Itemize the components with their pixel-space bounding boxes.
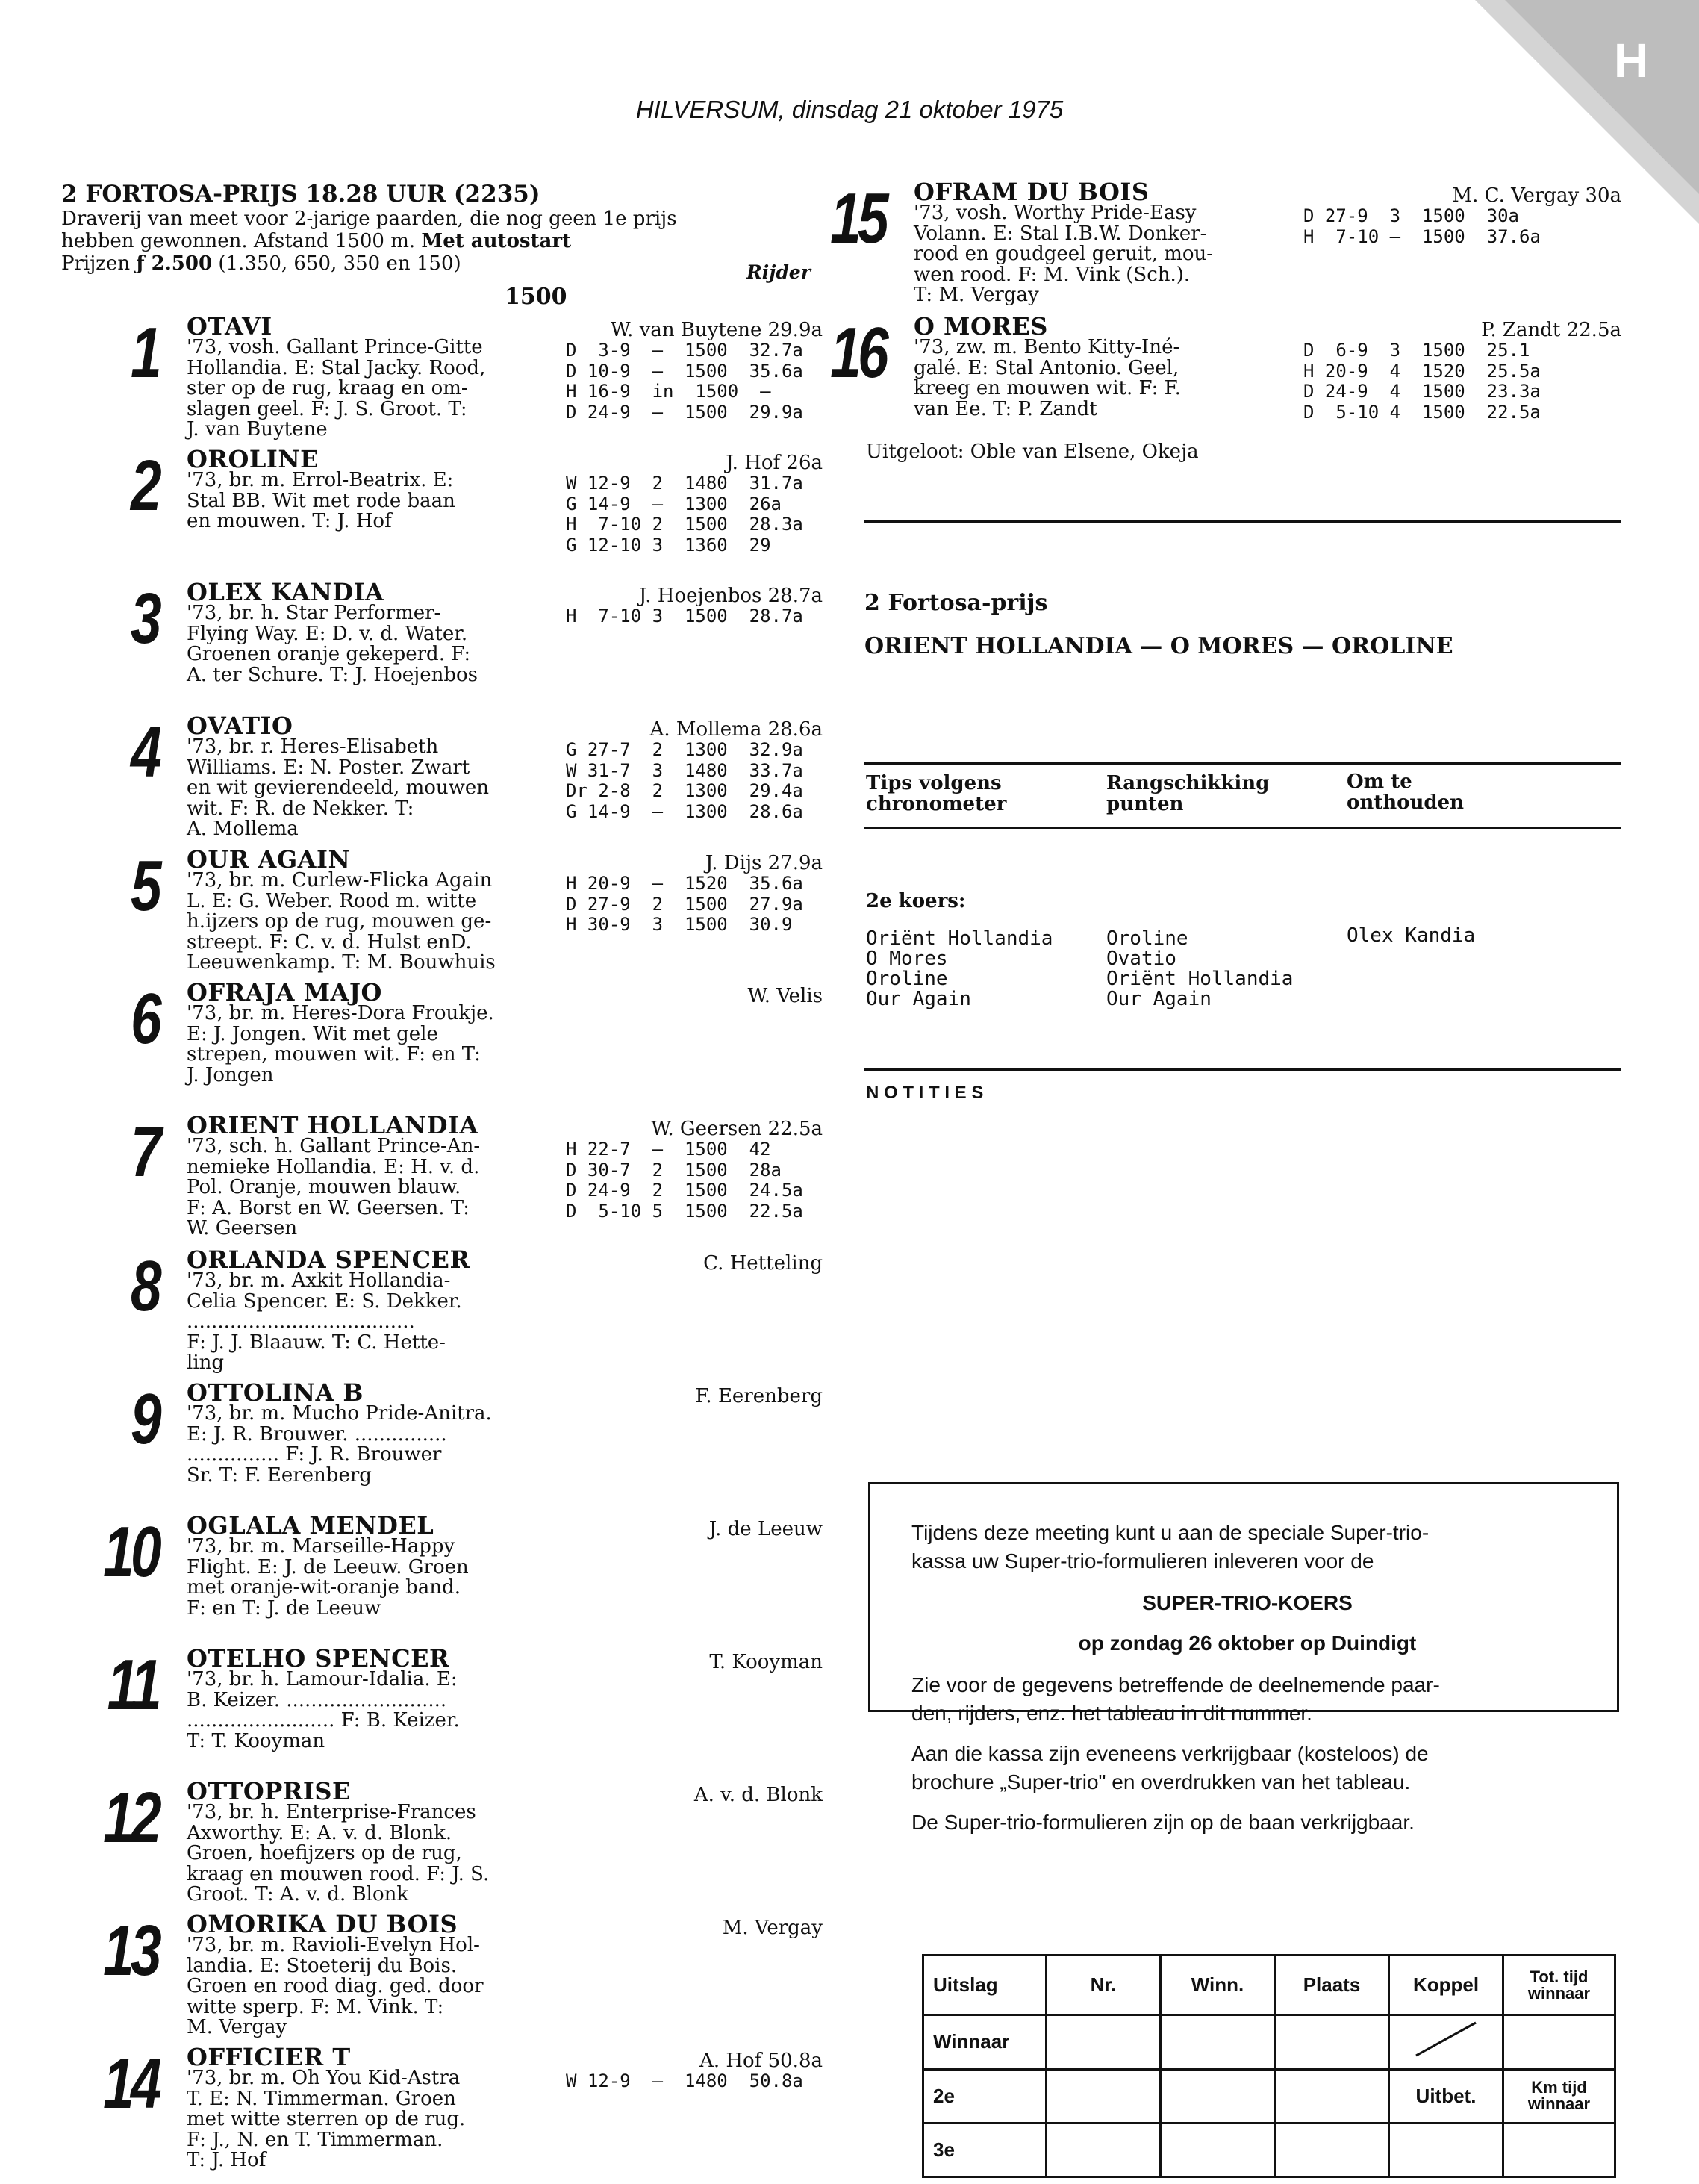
desc-line: E: J. R. Brouwer. ............... — [187, 1422, 447, 1446]
desc-line: h.ijzers op de rug, mouwen ge- — [187, 910, 492, 933]
performance-line: H 7-10 3 1500 28.7a — [566, 606, 803, 626]
desc-line: '73, br. m. Heres-Dora Froukje. — [187, 1002, 494, 1024]
tip-item: Olex Kandia — [1347, 924, 1476, 947]
result-cell[interactable] — [1161, 2123, 1275, 2177]
desc-line: '73, zw. m. Bento Kitty-Iné- — [914, 336, 1180, 358]
performance-line: H 22-7 — 1500 42 — [566, 1139, 771, 1160]
performance-line: W 12-9 2 1480 31.7a — [566, 473, 803, 494]
performance-list — [566, 606, 803, 627]
desc-line: Axworthy. E: A. v. d. Blonk. — [187, 1821, 452, 1844]
performance-list — [566, 740, 803, 822]
entry-number: 15 — [830, 178, 885, 258]
horse-name: OTTOPRISE — [187, 1777, 351, 1805]
horse-name: OLEX KANDIA — [187, 578, 384, 606]
performance-line: W 31-7 3 1480 33.7a — [566, 759, 803, 781]
result-row-3e: 3e — [923, 2123, 1047, 2177]
horse-name: ORLANDA SPENCER — [187, 1245, 470, 1274]
desc-line: landia. E: Stoeterij du Bois. — [187, 1954, 458, 1977]
jockey: W. van Buytene 29.9a — [610, 319, 823, 341]
performance-list — [566, 2071, 803, 2092]
desc-line: '73, br. r. Heres-Elisabeth — [187, 735, 439, 758]
desc-line: Celia Spencer. E: S. Dekker. — [187, 1289, 462, 1313]
jockey: W. Geersen 22.5a — [651, 1118, 823, 1140]
performance-line: H 16-9 in 1500 — — [566, 381, 771, 402]
desc-line: J. Jongen — [187, 1063, 274, 1086]
horse-name: OTELHO SPENCER — [187, 1644, 450, 1673]
result-header-nr: Nr. — [1047, 1956, 1161, 2015]
performance-line: D 24-9 2 1500 24.5a — [566, 1180, 803, 1201]
performance-line: H 7-10 2 1500 28.3a — [566, 514, 803, 535]
jockey: T. Kooyman — [709, 1651, 823, 1673]
desc-line: Pol. Oranje, mouwen blauw. — [187, 1176, 461, 1198]
desc-line: T. E: N. Timmerman. Groen — [187, 2087, 456, 2110]
horse-description — [187, 1004, 560, 1086]
page-header: HILVERSUM, dinsdag 21 oktober 1975 — [635, 96, 1064, 123]
jockey: J. Dijs 27.9a — [705, 852, 823, 874]
performance-line: G 14-9 — 1300 28.6a — [566, 800, 803, 822]
entry-number: 13 — [103, 1911, 158, 1991]
horse-description — [187, 1404, 560, 1486]
desc-line: '73, br. m. Oh You Kid-Astra — [187, 2067, 461, 2089]
result-table — [922, 1954, 1616, 2178]
desc-line: L. E: G. Weber. Rood m. witte — [187, 889, 477, 912]
performance-list — [566, 874, 803, 936]
performance-list — [1303, 340, 1541, 423]
horse-description — [187, 1136, 560, 1239]
horse-description — [187, 470, 560, 532]
notice-bold2: op zondag 26 oktober op Duindigt — [1078, 1631, 1417, 1655]
jockey: P. Zandt 22.5a — [1481, 319, 1621, 341]
result-cell[interactable] — [1275, 2015, 1389, 2069]
horse-name: OTTOLINA B — [187, 1378, 364, 1407]
result-cell[interactable] — [1275, 2123, 1389, 2177]
performance-line: G 12-10 3 1360 29 — [566, 534, 771, 556]
entry-number: 12 — [103, 1778, 158, 1858]
desc-line: '73, br. h. Star Performer- — [187, 602, 441, 624]
tips-line — [864, 827, 1621, 829]
horse-name: OFFICIER T — [187, 2043, 351, 2071]
performance-list — [566, 473, 803, 556]
desc-line: Groenen oranje gekeperd. F: — [187, 643, 471, 665]
performance-line: D 5-10 5 1500 22.5a — [566, 1200, 803, 1222]
distance: 1500 — [505, 284, 567, 310]
uitgeloot: Uitgeloot: Oble van Elsene, Okeja — [866, 441, 1199, 463]
desc-line: F: J. J. Blaauw. T: C. Hette- — [187, 1331, 446, 1354]
tip-item: Oroline — [866, 968, 948, 990]
desc-line: A. Mollema — [187, 818, 299, 840]
notice-p3a: Aan die kassa zijn eveneens verkrijgbaar (kosteloos) de — [911, 1742, 1429, 1765]
jockey: A. Mollema 28.6a — [649, 718, 823, 741]
desc-line: met oranje-wit-oranje band. — [187, 1576, 461, 1599]
result-uitbet-label: Uitbet. — [1389, 2069, 1503, 2123]
desc-line: Stal BB. Wit met rode baan — [187, 489, 455, 512]
performance-line: D 10-9 — 1500 35.6a — [566, 360, 803, 382]
horse-name: O MORES — [914, 312, 1048, 340]
divider-1 — [864, 520, 1621, 523]
tip-item: Oriënt Hollandia — [866, 927, 1053, 950]
entry-number: 1 — [131, 313, 158, 393]
result-cell[interactable] — [1047, 2069, 1161, 2123]
jockey: J. de Leeuw — [708, 1518, 823, 1540]
horse-name: OFRAJA MAJO — [187, 978, 382, 1007]
desc-line: ling — [187, 1351, 225, 1374]
tips-race-label: 2e koers: — [866, 890, 966, 912]
desc-line: T: M. Vergay — [914, 284, 1039, 306]
desc-line: '73, br. h. Lamour-Idalia. E: — [187, 1668, 458, 1690]
horse-name: OGLALA MENDEL — [187, 1511, 434, 1540]
horse-description — [187, 1537, 560, 1619]
jockey: M. Vergay — [722, 1917, 823, 1939]
desc-line: strepen, mouwen wit. F: en T: — [187, 1043, 481, 1065]
desc-line: M. Vergay — [187, 2016, 287, 2038]
performance-line: D 5-10 4 1500 22.5a — [1303, 401, 1541, 423]
notice-p2a: Zie voor de gegevens betreffende de deelnemende paar- — [911, 1673, 1440, 1696]
desc-line: galé. E: Stal Antonio. Geel, — [914, 356, 1179, 379]
forecast-picks: ORIENT HOLLANDIA — O MORES — OROLINE — [864, 633, 1453, 659]
horse-description — [187, 2068, 560, 2171]
race-start-type: Met autostart — [421, 230, 572, 252]
tip-item: Our Again — [866, 988, 971, 1010]
entry-number: 16 — [830, 313, 885, 393]
desc-line: '73, br. m. Errol-Beatrix. E: — [187, 469, 454, 491]
performance-line: H 20-9 4 1520 25.5a — [1303, 360, 1541, 382]
desc-line: Flying Way. E: D. v. d. Water. — [187, 622, 468, 645]
entry-number: 11 — [107, 1645, 158, 1725]
performance-list — [566, 1139, 803, 1222]
horse-name: OUR AGAIN — [187, 845, 351, 874]
notice-p2b: den, rijders, enz. het tableau in dit nummer. — [911, 1702, 1312, 1725]
notities-heading: N O T I T I E S — [866, 1083, 984, 1103]
race-header — [61, 181, 823, 275]
desc-line: J. van Buytene — [187, 418, 328, 441]
jockey: J. Hoejenbos 28.7a — [638, 585, 823, 607]
desc-line: met witte sterren op de rug. — [187, 2108, 466, 2130]
desc-line: van Ee. T: P. Zandt — [914, 397, 1097, 420]
tip-item: Our Again — [1106, 988, 1212, 1010]
horse-name: OTAVI — [187, 312, 272, 340]
performance-line: H 20-9 — 1520 35.6a — [566, 873, 803, 894]
desc-line: slagen geel. F: J. S. Groot. T: — [187, 397, 467, 420]
divider-3 — [864, 1068, 1621, 1071]
jockey: F. Eerenberg — [695, 1385, 823, 1407]
result-header-winn: Winn. — [1161, 1956, 1275, 2015]
performance-line: D 24-9 — 1500 29.9a — [566, 401, 803, 423]
desc-line: Hollandia. E: Stal Jacky. Rood, — [187, 356, 486, 379]
desc-line: F: J., N. en T. Timmerman. — [187, 2128, 443, 2151]
horse-name: OMORIKA DU BOIS — [187, 1910, 458, 1938]
result-row-2e: 2e — [923, 2069, 1047, 2123]
entry-number: 10 — [103, 1512, 158, 1592]
desc-line: ..................................... — [187, 1310, 415, 1333]
prize-total: ƒ 2.500 — [136, 252, 213, 275]
result-cell[interactable] — [1161, 2015, 1275, 2069]
performance-line: W 12-9 — 1480 50.8a — [566, 2071, 803, 2091]
result-cell[interactable] — [1503, 2015, 1615, 2069]
horse-name: OFRAM DU BOIS — [914, 178, 1150, 206]
horse-description — [187, 1802, 560, 1905]
tip-item: Ovatio — [1106, 948, 1176, 970]
horse-description — [187, 1935, 560, 2038]
performance-line: D 27-9 3 1500 30a — [1303, 205, 1519, 226]
performance-line: D 3-9 — 1500 32.7a — [566, 340, 803, 361]
desc-line: Volann. E: Stal I.B.W. Donker- — [914, 222, 1207, 245]
result-row-winnaar: Winnaar — [923, 2015, 1047, 2069]
desc-line: streept. F: C. v. d. Hulst enD. — [187, 930, 472, 953]
result-cell[interactable] — [1275, 2069, 1389, 2123]
horse-description — [187, 1670, 560, 1752]
desc-line: rood en goudgeel geruit, mou- — [914, 243, 1214, 265]
result-header-uitslag: Uitslag — [923, 1956, 1047, 2015]
horse-name: ORIENT HOLLANDIA — [187, 1111, 478, 1139]
result-header-plaats: Plaats — [1275, 1956, 1389, 2015]
desc-line: ........................ F: B. Keizer. — [187, 1709, 460, 1732]
desc-line: '73, br. m. Marseille-Happy — [187, 1535, 455, 1558]
performance-line: G 14-9 — 1300 26a — [566, 493, 782, 514]
tip-item: Oroline — [1106, 927, 1188, 950]
tip-item: O Mores — [866, 948, 948, 970]
jockey: C. Hetteling — [703, 1252, 823, 1275]
desc-line: Williams. E: N. Poster. Zwart — [187, 756, 470, 779]
notice-bold1: SUPER-TRIO-KOERS — [1142, 1591, 1353, 1614]
desc-line: witte sperp. F: M. Vink. T: — [187, 1995, 444, 2018]
notice-p3b: brochure „Super-trio" en overdrukken van het tableau. — [911, 1770, 1411, 1793]
divider-2 — [864, 762, 1621, 765]
horse-description — [914, 203, 1287, 306]
desc-line: '73, vosh. Worthy Pride-Easy — [914, 202, 1197, 224]
notice-p4: De Super-trio-formulieren zijn op de baan verkrijgbaar. — [911, 1811, 1415, 1834]
desc-line: W. Geersen — [187, 1217, 298, 1239]
entry-number: 4 — [131, 712, 158, 792]
desc-line: '73, br. m. Ravioli-Evelyn Hol- — [187, 1934, 480, 1956]
horse-description — [187, 871, 560, 974]
performance-line: Dr 2-8 2 1300 29.4a — [566, 780, 803, 801]
desc-line: '73, vosh. Gallant Prince-Gitte — [187, 336, 483, 358]
race-conditions-2: hebben gewonnen. Afstand 1500 m. — [61, 230, 416, 252]
entry-number: 6 — [131, 979, 158, 1059]
race-title: 2 FORTOSA-PRIJS 18.28 UUR — [61, 181, 446, 208]
desc-line: '73, br. m. Axkit Hollandia- — [187, 1269, 451, 1292]
performance-line: D 27-9 2 1500 27.9a — [566, 893, 803, 915]
horse-description — [914, 337, 1287, 420]
entry-number: 9 — [131, 1379, 158, 1459]
performance-line: D 30-7 2 1500 28a — [566, 1159, 782, 1180]
jockey: A. Hof 50.8a — [699, 2050, 823, 2072]
desc-line: wen rood. F: M. Vink (Sch.). — [914, 263, 1191, 286]
entry-number: 8 — [131, 1246, 158, 1326]
horse-description — [187, 603, 560, 685]
desc-line: en wit gevierendeeld, mouwen — [187, 777, 490, 799]
desc-line: Groot. T: A. v. d. Blonk — [187, 1883, 409, 1905]
desc-line: B. Keizer. .......................... — [187, 1688, 447, 1711]
tips-punten-list — [1106, 929, 1293, 1009]
notice-p1b: kassa uw Super-trio-formulieren inleveren voor de — [911, 1549, 1374, 1572]
tips-col-chrono-header: Tips volgens chronometer — [866, 772, 1007, 815]
horse-name: OROLINE — [187, 445, 319, 473]
performance-line: D 24-9 4 1500 23.3a — [1303, 381, 1541, 402]
desc-line: kraag en mouwen rood. F: J. S. — [187, 1862, 490, 1885]
jockey: M. C. Vergay 30a — [1452, 184, 1621, 207]
notice-p1a: Tijdens deze meeting kunt u aan de speciale Super-trio- — [911, 1521, 1430, 1544]
desc-line: F: en T: J. de Leeuw — [187, 1596, 381, 1620]
desc-line: '73, br. m. Mucho Pride-Anitra. — [187, 1402, 492, 1425]
desc-line: '73, br. h. Enterprise-Frances — [187, 1801, 476, 1823]
super-trio-notice — [868, 1482, 1619, 1834]
desc-line: ............... F: J. R. Brouwer — [187, 1443, 442, 1466]
prize-label: Prijzen — [61, 252, 131, 275]
desc-line: '73, sch. h. Gallant Prince-An- — [187, 1135, 481, 1157]
entry-number: 3 — [131, 579, 158, 659]
result-km-tijd: Km tijd winnaar — [1503, 2069, 1615, 2123]
performance-list — [1303, 206, 1541, 247]
desc-line: Sr. T: F. Eerenberg — [187, 1463, 372, 1487]
result-header-tot-tijd: Tot. tijd winnaar — [1503, 1956, 1615, 2015]
result-cell-koppel-slash — [1389, 2015, 1503, 2069]
race-conditions-1: Draverij van meet voor 2-jarige paarden, die nog geen 1e prijs — [61, 208, 677, 230]
tip-item: Oriënt Hollandia — [1106, 968, 1294, 990]
desc-line: T: T. Kooyman — [187, 1729, 325, 1752]
desc-line: Groen, hoefijzers op de rug, — [187, 1842, 462, 1864]
corner-letter: H — [1614, 34, 1649, 87]
horse-description — [187, 337, 560, 441]
forecast-label: 2 Fortosa-prijs — [864, 590, 1048, 616]
performance-list — [566, 340, 803, 423]
jockey: W. Velis — [747, 985, 823, 1007]
entry-number: 2 — [131, 446, 158, 526]
desc-line: nemieke Hollandia. E: H. v. d. — [187, 1155, 480, 1178]
horse-description — [187, 1271, 560, 1374]
entry-number: 7 — [131, 1112, 158, 1192]
tips-col-onthouden-header: Om te onthouden — [1347, 771, 1465, 814]
horse-name: OVATIO — [187, 712, 293, 740]
tips-col-punten-header: Rangschikking punten — [1106, 772, 1270, 815]
desc-line: T: J. Hof — [187, 2149, 266, 2171]
result-cell[interactable] — [1389, 2123, 1503, 2177]
desc-line: F: A. Borst en W. Geersen. T: — [187, 1196, 470, 1219]
desc-line: Leeuwenkamp. T: M. Bouwhuis — [187, 951, 496, 974]
desc-line: kreeg en mouwen wit. F: F. — [914, 377, 1181, 399]
jockey: J. Hof 26a — [726, 452, 823, 474]
performance-line: H 30-9 3 1500 30.9 — [566, 914, 793, 935]
performance-line: G 27-7 2 1300 32.9a — [566, 739, 803, 760]
result-cell[interactable] — [1047, 2015, 1161, 2069]
entry-number: 5 — [131, 846, 158, 926]
desc-line: en mouwen. T: J. Hof — [187, 510, 392, 532]
rijder-label: Rijder — [746, 261, 811, 283]
jockey: A. v. d. Blonk — [693, 1784, 823, 1806]
desc-line: Flight. E: J. de Leeuw. Groen — [187, 1555, 469, 1578]
performance-line: D 6-9 3 1500 25.1 — [1303, 340, 1530, 361]
entry-number: 14 — [103, 2044, 158, 2124]
result-cell[interactable] — [1503, 2123, 1615, 2177]
desc-line: Groen en rood diag. ged. door — [187, 1975, 484, 1997]
tips-chrono-list — [866, 929, 1053, 1009]
tips-onthouden-list — [1347, 926, 1475, 946]
desc-line: '73, br. m. Curlew-Flicka Again — [187, 869, 493, 892]
result-header-koppel: Koppel — [1389, 1956, 1503, 2015]
race-code: (2235) — [453, 181, 540, 208]
desc-line: E: J. Jongen. Wit met gele — [187, 1022, 438, 1045]
prize-split: (1.350, 650, 350 en 150) — [218, 252, 461, 275]
performance-line: H 7-10 — 1500 37.6a — [1303, 225, 1541, 247]
desc-line: wit. F: R. de Nekker. T: — [187, 797, 414, 820]
result-cell[interactable] — [1161, 2069, 1275, 2123]
result-cell[interactable] — [1047, 2123, 1161, 2177]
desc-line: A. ter Schure. T: J. Hoejenbos — [187, 663, 478, 686]
desc-line: ster op de rug, kraag en om- — [187, 377, 468, 399]
horse-description — [187, 737, 560, 840]
